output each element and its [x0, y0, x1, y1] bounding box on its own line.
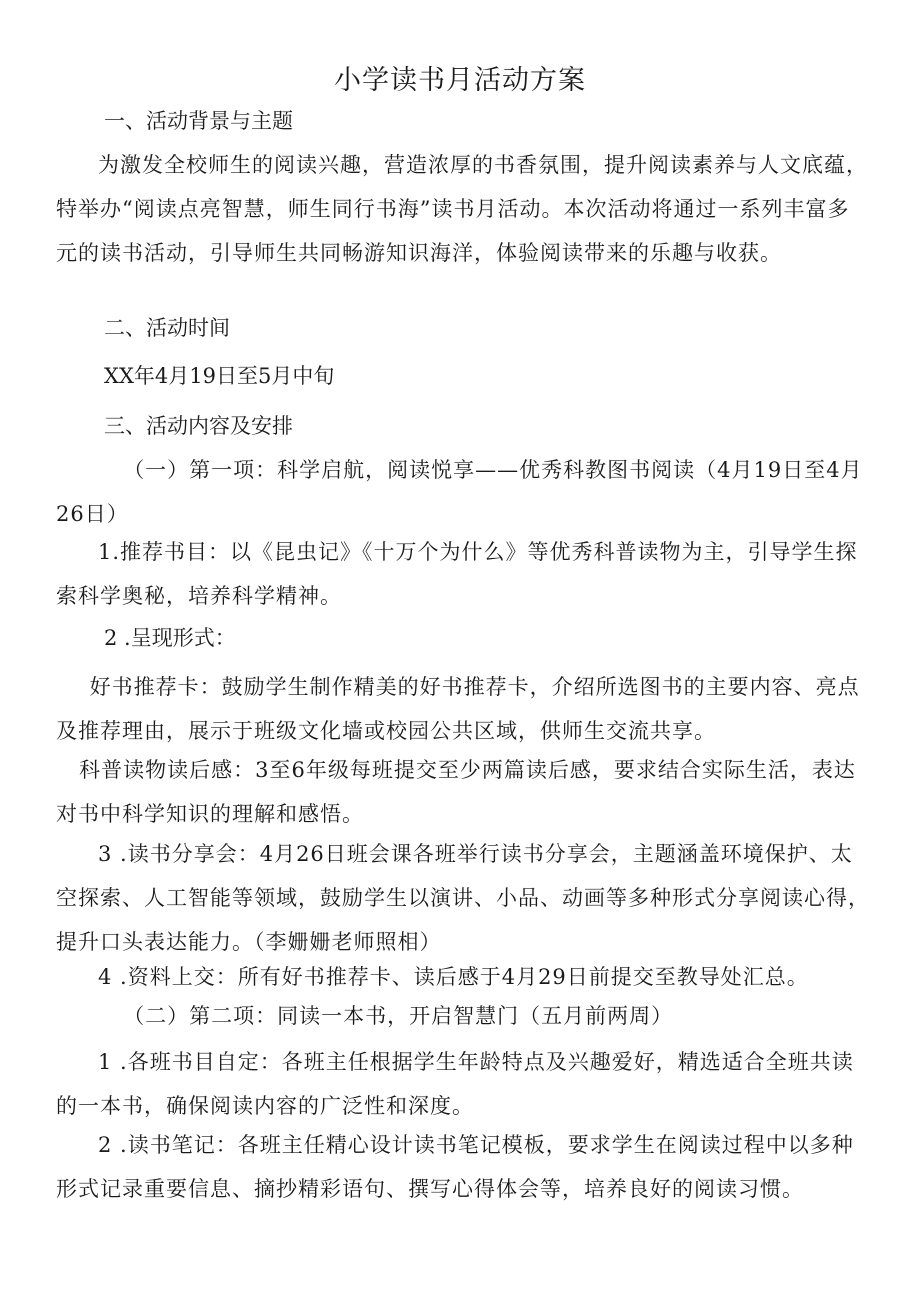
item1-recommendation-card: 好书推荐卡：鼓励学生制作精美的好书推荐卡，介绍所选图书的主要内容、亮点及推荐理由，展示于班级文化墙或校园公共区域，供师生交流共享。 [56, 675, 860, 743]
item2-book-selection: 1 .各班书目自定：各班主任根据学生年龄特点及兴趣爱好，精选适合全班共读的一本书，确保阅读内容的广泛性和深度。 [56, 1050, 854, 1118]
item1-reading-review: 科普读物读后感：3至6年级每班提交至少两篇读后感，要求结合实际生活，表达对书中科学知识的理解和感悟。 [56, 758, 856, 826]
item1-heading: （一）第一项：科学启航，阅读悦享——优秀科教图书阅读（4月19日至4月26日） [56, 458, 863, 526]
item1-presentation-form: 2 .呈现形式： [104, 626, 236, 650]
item2-heading: （二）第二项：同读一本书，开启智慧门（五月前两周） [123, 1004, 674, 1028]
section-heading-time: 二、活动时间 [104, 316, 230, 340]
paragraph-time: XX年4月19日至5月中旬 [104, 364, 335, 388]
section-heading-background: 一、活动背景与主题 [104, 109, 293, 133]
item1-sharing-meeting: 3 .读书分享会：4月26日班会课各班举行读书分享会，主题涵盖环境保护、太空探索、人工智能等领域，鼓励学生以演讲、小品、动画等多种形式分享阅读心得，提升口头表达能力。（李姗姗老师照相） [56, 842, 870, 954]
paragraph-background: 为激发全校师生的阅读兴趣，营造浓厚的书香氛围，提升阅读素养与人文底蕴，特举办“阅读点亮智慧，师生同行书海”读书月活动。本次活动将通过一系列丰富多元的读书活动，引导师生共同畅游知识海洋，体验阅读带来的乐趣与收获。 [56, 153, 868, 265]
section-heading-content: 三、活动内容及安排 [104, 414, 293, 438]
item1-recommended-books: 1.推荐书目：以《昆虫记》《十万个为什么》等优秀科普读物为主，引导学生探索科学奥秘，培养科学精神。 [56, 540, 858, 608]
item1-materials-submission: 4 .资料上交：所有好书推荐卡、读后感于4月29日前提交至教导处汇总。 [98, 965, 809, 989]
item2-reading-notes: 2 .读书笔记：各班主任精心设计读书笔记模板，要求学生在阅读过程中以多种形式记录重要信息、摘抄精彩语句、撰写心得体会等，培养良好的阅读习惯。 [56, 1133, 854, 1201]
page-title: 小学读书月活动方案 [334, 65, 586, 96]
